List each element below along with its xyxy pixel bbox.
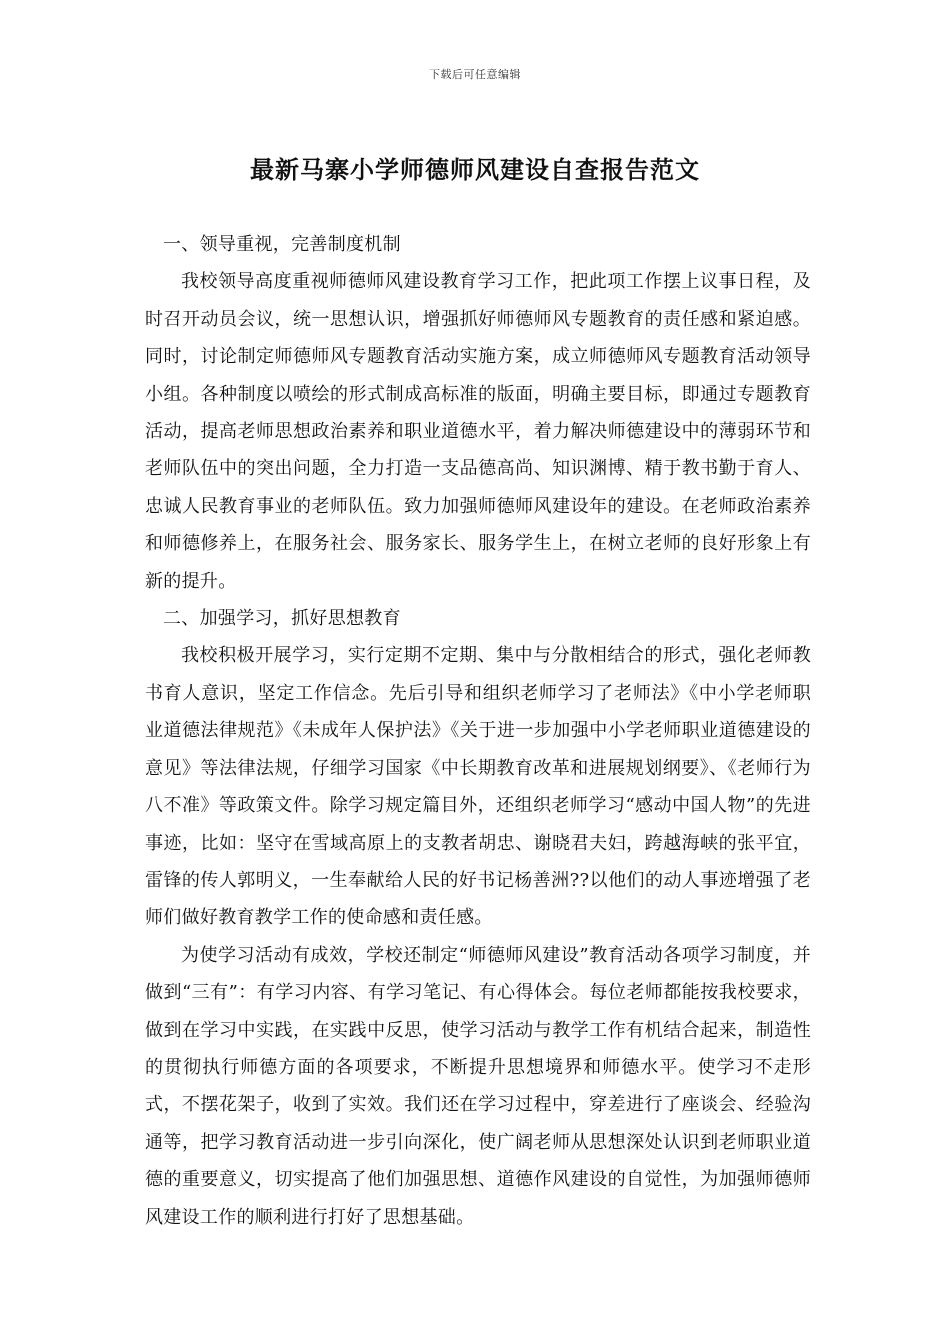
document-body	[145, 226, 811, 1236]
body-paragraph-1: 我校领导高度重视师德师风建设教育学习工作，把此项工作摆上议事日程，及时召开动员会议，统一思想认识，增强抓好师德师风专题教育的责任感和紧迫感。同时，讨论制定师德师风专题教育活动实施方案，成立师德师风专题教育活动领导小组。各种制度以喷绘的形式制成高标准的版面，明确主要目标，即通过专题教育活动，提高老师思想政治素养和职业道德水平，着力解决师德建设中的薄弱环节和老师队伍中的突出问题，全力打造一支品德高尚、知识渊博、精于教书勤于育人、忠诚人民教育事业的老师队伍。致力加强师德师风建设年的建设。在老师政治素养和师德修养上，在服务社会、服务家长、服务学生上，在树立老师的良好形象上有新的提升。	[145, 271, 811, 592]
body-paragraph-2: 我校积极开展学习，实行定期不定期、集中与分散相结合的形式，强化老师教书育人意识，坚定工作信念。先后引导和组织老师学习了老师法》《中小学老师职业道德法律规范》《未成年人保护法》《关于进一步加强中小学老师职业道德建设的意见》等法律法规，仔细学习国家《中长期教育改革和进展规划纲要》、《老师行为八不准》等政策文件。除学习规定篇目外，还组织老师学习“感动中国人物”的先进事迹，比如：坚守在雪域高原上的支教者胡忠、谢晓君夫妇，跨越海峡的张平宜，雷锋的传人郭明义，一生奉献给人民的好书记杨善洲??以他们的动人事迹增强了老师们做好教育教学工作的使命感和责任感。	[145, 645, 811, 929]
document-title: 最新马寨小学师德师风建设自查报告范文	[250, 155, 700, 184]
header-note: 下载后可任意编辑	[429, 68, 521, 81]
section-heading-2: 二、加强学习，抓好思想教育	[163, 608, 401, 630]
body-paragraph-3: 为使学习活动有成效，学校还制定“师德师风建设”教育活动各项学习制度，并做到“三有”：有学习内容、有学习笔记、有心得体会。每位老师都能按我校要求，做到在学习中实践，在实践中反思，使学习活动与教学工作有机结合起来，制造性的贯彻执行师德方面的各项要求，不断提升思想境界和师德水平。使学习不走形式，不摆花架子，收到了实效。我们还在学习过程中，穿差进行了座谈会、经验沟通等，把学习教育活动进一步引向深化，使广阔老师从思想深处认识到老师职业道德的重要意义，切实提高了他们加强思想、道德作风建设的自觉性，为加强师德师风建设工作的顺利进行打好了思想基础。	[145, 944, 811, 1228]
section-heading-1: 一、领导重视，完善制度机制	[163, 234, 401, 255]
